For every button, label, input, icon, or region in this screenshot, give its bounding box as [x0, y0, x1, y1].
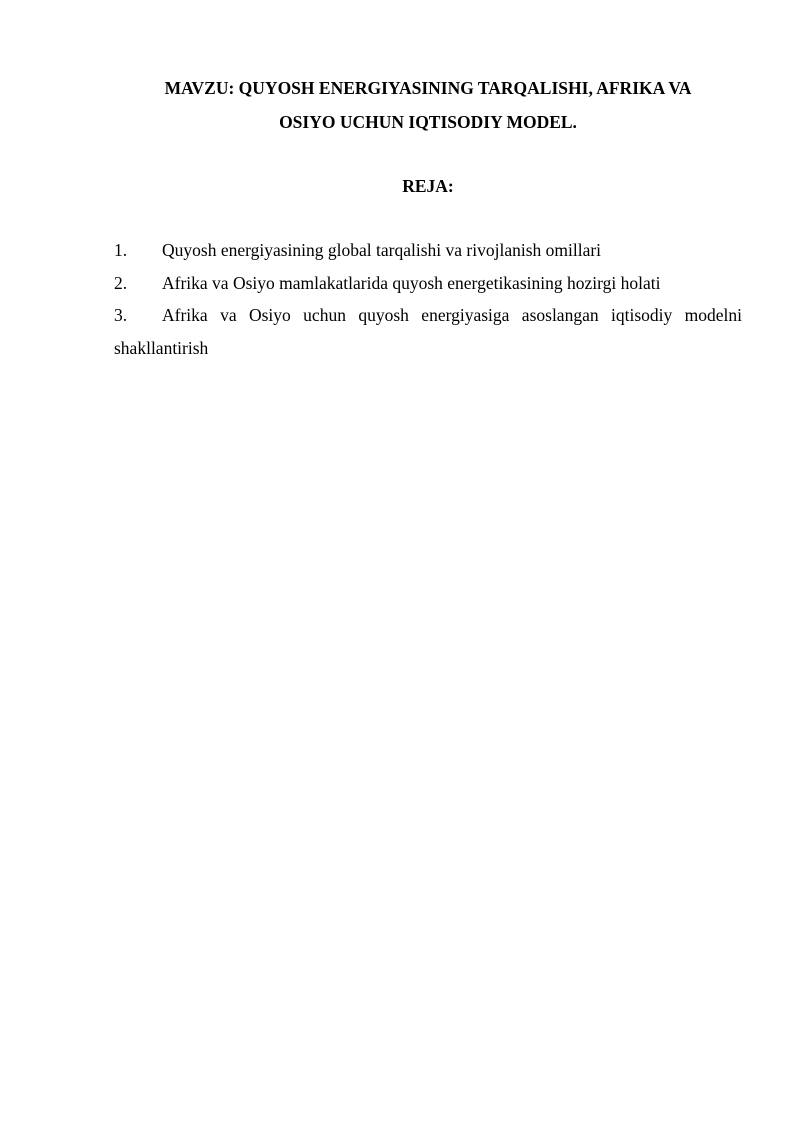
plan-list — [114, 234, 742, 364]
plan-item-number: 2. — [114, 272, 128, 293]
document-title-line-1: MAVZU: QUYOSH ENERGIYASINING TARQALISHI, AFRIKA VA — [164, 78, 692, 98]
document-title-line-2: OSIYO UCHUN IQTISODIY MODEL. — [279, 112, 577, 132]
plan-item-3 — [114, 299, 742, 364]
plan-item-number: 1. — [114, 240, 128, 260]
plan-item-text: Afrika va Osiyo mamlakatlarida quyosh energetikasining hozirgi holati — [162, 272, 661, 293]
plan-item-text: Quyosh energiyasining global tarqalishi va rivojlanish omillari — [162, 240, 602, 260]
plan-heading: REJA: — [402, 176, 454, 196]
plan-item-2 — [114, 267, 742, 300]
plan-item-number: 3. — [114, 305, 128, 325]
plan-item-text: Afrika va Osiyo uchun quyosh energiyasiga asoslangan iqtisodiy modelni shakllantirish — [114, 305, 742, 358]
plan-item-1 — [114, 234, 742, 267]
